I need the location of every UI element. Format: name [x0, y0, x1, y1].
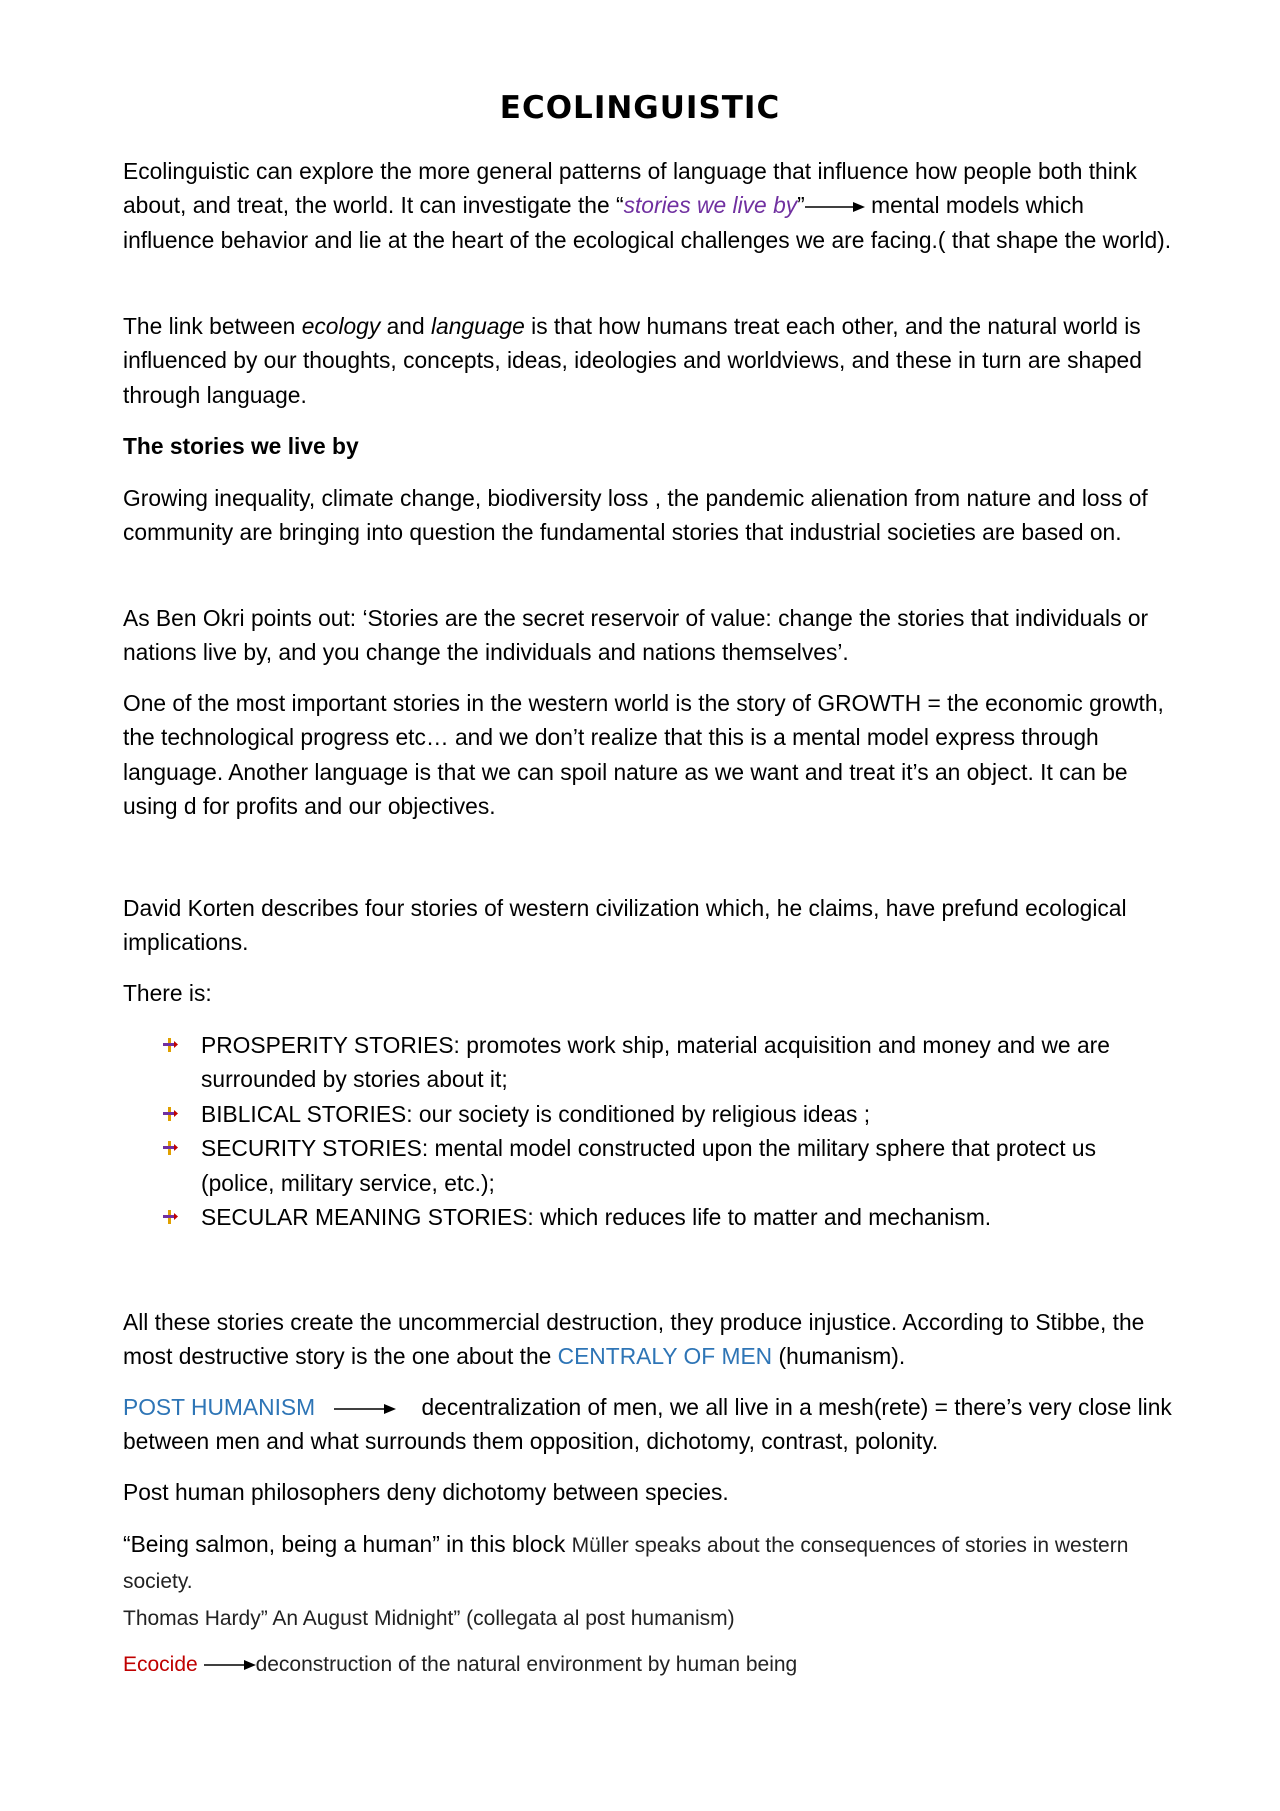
list-item — [123, 1028, 1173, 1097]
text-run: and — [380, 313, 431, 339]
document-title: ECOLINGUISTIC — [499, 90, 781, 126]
emphasis-ecology: ecology — [301, 313, 381, 339]
paragraph-intro — [123, 154, 1173, 257]
right-arrow-icon — [805, 201, 865, 213]
paragraph-ben-okri: As Ben Okri points out: ‘Stories are the secret reservoir of value: change the stories that individuals or nations live by, and you change the individuals and nations themselves’. — [123, 605, 1149, 666]
highlight-stories-we-live-by: stories we live by — [623, 192, 798, 219]
right-arrow-icon — [334, 1403, 396, 1415]
text-run: Ecolinguistic can explore the more general patterns of language that influence how people both think about, and treat, the world. It can investigate the “ — [123, 158, 1137, 219]
highlight-centraly-of-men: CENTRALY OF MEN — [557, 1343, 773, 1370]
text-run: deconstruction of the natural environment by human being — [255, 1653, 798, 1676]
list-item-text: PROSPERITY STORIES: promotes work ship, material acquisition and money and we are surrounded by stories about it; — [201, 1032, 1110, 1093]
paragraph-salmon — [123, 1527, 1173, 1600]
paragraph-stibbe — [123, 1305, 1173, 1374]
arrow-bullet-icon — [162, 1106, 178, 1122]
highlight-ecocide: Ecocide — [123, 1653, 198, 1676]
text-run: decentralization of men, we all live in a mesh(rete) = there’s very close link between men and what surrounds them opposition, dichotomy, contrast, polonity. — [123, 1394, 1172, 1455]
list-item-text: SECULAR MEANING STORIES: which reduces life to matter and mechanism. — [201, 1204, 992, 1231]
text-run: All these stories create the uncommercial destruction, they produce injustice. According to Stibbe, the most destructive story is the one about the — [123, 1309, 1145, 1370]
arrow-bullet-icon — [162, 1140, 178, 1156]
list-item — [123, 1131, 1173, 1200]
list-item-text: SECURITY STORIES: mental model constructed upon the military sphere that protect us (police, military service, etc.); — [201, 1135, 1096, 1196]
text-run: (humanism). — [772, 1343, 906, 1370]
paragraph-there-is: There is: — [123, 980, 212, 1006]
highlight-post-humanism: POST HUMANISM — [123, 1394, 316, 1420]
section-heading: The stories we live by — [123, 433, 359, 459]
text-run: Müller speaks about the consequences of stories in western society. — [123, 1534, 1129, 1594]
paragraph-inequality: Growing inequality, climate change, biodiversity loss , the pandemic alienation from nature and loss of community are bringing into question the fundamental stories that industrial societies are based on. — [123, 485, 1148, 546]
list-item — [123, 1200, 1173, 1234]
right-arrow-icon — [204, 1659, 256, 1671]
paragraph-ecocide — [123, 1648, 1173, 1682]
text-run: The link between — [123, 313, 302, 339]
text-run: “Being salmon, being a human” in this block — [123, 1531, 572, 1557]
paragraph-link — [123, 309, 1173, 412]
stories-list — [123, 1028, 1173, 1234]
list-item — [123, 1097, 1173, 1131]
paragraph-growth: One of the most important stories in the western world is the story of GROWTH = the economic growth, the technological progress etc… and we don’t realize that this is a mental model express through language. Another language is that we can spoil nature as we want and treat it’s an object. It can be using d for profits and our objectives. — [123, 690, 1164, 820]
text-run: ” — [797, 192, 805, 219]
paragraph-post-human-philosophers: Post human philosophers deny dichotomy between species. — [123, 1479, 729, 1505]
arrow-bullet-icon — [162, 1037, 178, 1053]
text-run: is that how humans treat each other, and the natural world is influenced by our thoughts, concepts, ideas, ideologies and worldviews, and these in turn are shaped through language. — [123, 313, 1142, 408]
text-run: mental models which influence behavior and lie at the heart of the ecological challenges we are facing.( that shape the world). — [123, 192, 1172, 253]
paragraph-thomas-hardy: Thomas Hardy” An August Midnight” (collegata al post humanism) — [123, 1607, 735, 1630]
emphasis-language: language — [430, 313, 525, 339]
paragraph-korten: David Korten describes four stories of western civilization which, he claims, have prefund ecological implications. — [123, 895, 1127, 956]
arrow-bullet-icon — [162, 1209, 178, 1225]
list-item-text: BIBLICAL STORIES: our society is conditioned by religious ideas ; — [201, 1100, 871, 1127]
paragraph-post-humanism — [123, 1390, 1173, 1459]
